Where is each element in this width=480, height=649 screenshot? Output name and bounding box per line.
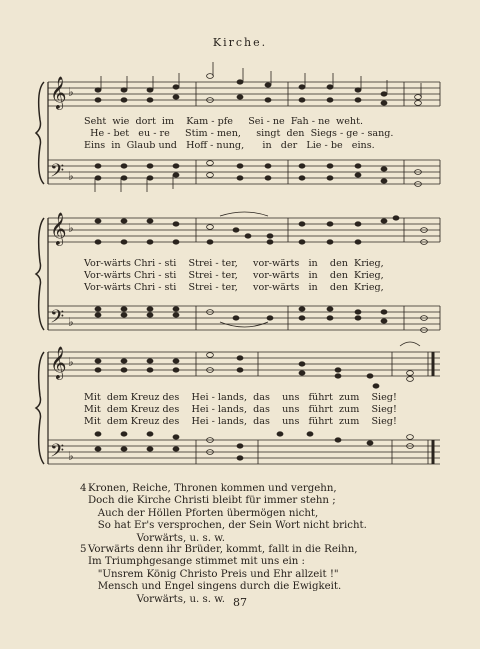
treble-clef-icon: 𝄞 (50, 346, 67, 379)
flat-icon: ♭ (68, 355, 74, 369)
system-2-lyric-2: Vor-wärts Chri - sti Strei - ter, vor-wärts in den Krieg, (84, 270, 384, 281)
flat-icon: ♭ (68, 85, 74, 99)
bass-clef-icon: 𝄢 (50, 161, 65, 186)
system-2-notes (95, 212, 427, 244)
bass-clef-icon: 𝄢 (50, 441, 65, 466)
flat-icon: ♭ (68, 169, 74, 183)
verse-line: Vorwärts, u. s. w. (88, 593, 225, 605)
verse-line: Kronen, Reiche, Thronen kommen und vergehn, (88, 483, 337, 494)
verse-number: 4 (80, 483, 87, 494)
flat-icon: ♭ (68, 315, 74, 329)
system-1-lyric-3: Eins in Glaub und Hoff - nung, in der Lie - be eins. (84, 140, 375, 151)
system-2-lyric-3: Vor-wärts Chri - sti Strei - ter, vor-wärts in den Krieg, (84, 282, 384, 293)
treble-clef-icon: 𝄞 (50, 212, 67, 245)
verse-line: So hat Er's versprochen, der Sein Wort nicht bricht. (88, 520, 367, 532)
verse-line: Vorwärts, u. s. w. (88, 532, 225, 544)
verse-line: "Unsrem König Christo Preis und Ehr allzeit !" (88, 568, 339, 580)
flat-icon: ♭ (68, 449, 74, 463)
page-number: 87 (233, 596, 247, 609)
system-3-lyric-1: Mit dem Kreuz des Hei - lands, das uns führt zum Sieg! (84, 392, 397, 403)
treble-clef-icon: 𝄞 (50, 76, 67, 109)
system-3-lyric-2: Mit dem Kreuz des Hei - lands, das uns führt zum Sieg! (84, 404, 397, 415)
system-1-lyric-2: He - bet eu - re Stim - men, singt den Siegs - ge - sang. (84, 128, 394, 139)
verse-line: Doch die Kirche Christi bleibt für immer stehn ; (88, 495, 336, 507)
verse-number: 5 (80, 544, 87, 555)
page-header: Kirche. (212, 36, 268, 49)
system-3-treble-staff (48, 352, 440, 376)
verse-4 (80, 483, 367, 545)
system-3-notes (95, 342, 420, 388)
bass-clef-icon: 𝄢 (50, 307, 65, 332)
system-2-lyric-1: Vor-wärts Chri - sti Strei - ter, vor-wärts in den Krieg, (84, 258, 384, 269)
verse-line: Mensch und Engel singens durch die Ewigkeit. (88, 581, 342, 593)
verse-line: Im Triumphgesange stimmet mit uns ein : (88, 556, 305, 568)
verse-line: Vorwärts denn ihr Brüder, kommt, fallt in die Reihn, (88, 544, 358, 555)
system-3-bass-staff (48, 440, 440, 464)
flat-icon: ♭ (68, 221, 74, 235)
verse-line: Auch der Höllen Pforten übermögen nicht, (88, 507, 319, 519)
system-1-lyric-1: Seht wie dort im Kam - pfe Sei - ne Fah - ne weht. (84, 116, 363, 127)
system-2-bass-staff (48, 306, 440, 330)
system-3-lyric-3: Mit dem Kreuz des Hei - lands, das uns führt zum Sieg! (84, 416, 397, 427)
system-1-notes (95, 62, 421, 105)
